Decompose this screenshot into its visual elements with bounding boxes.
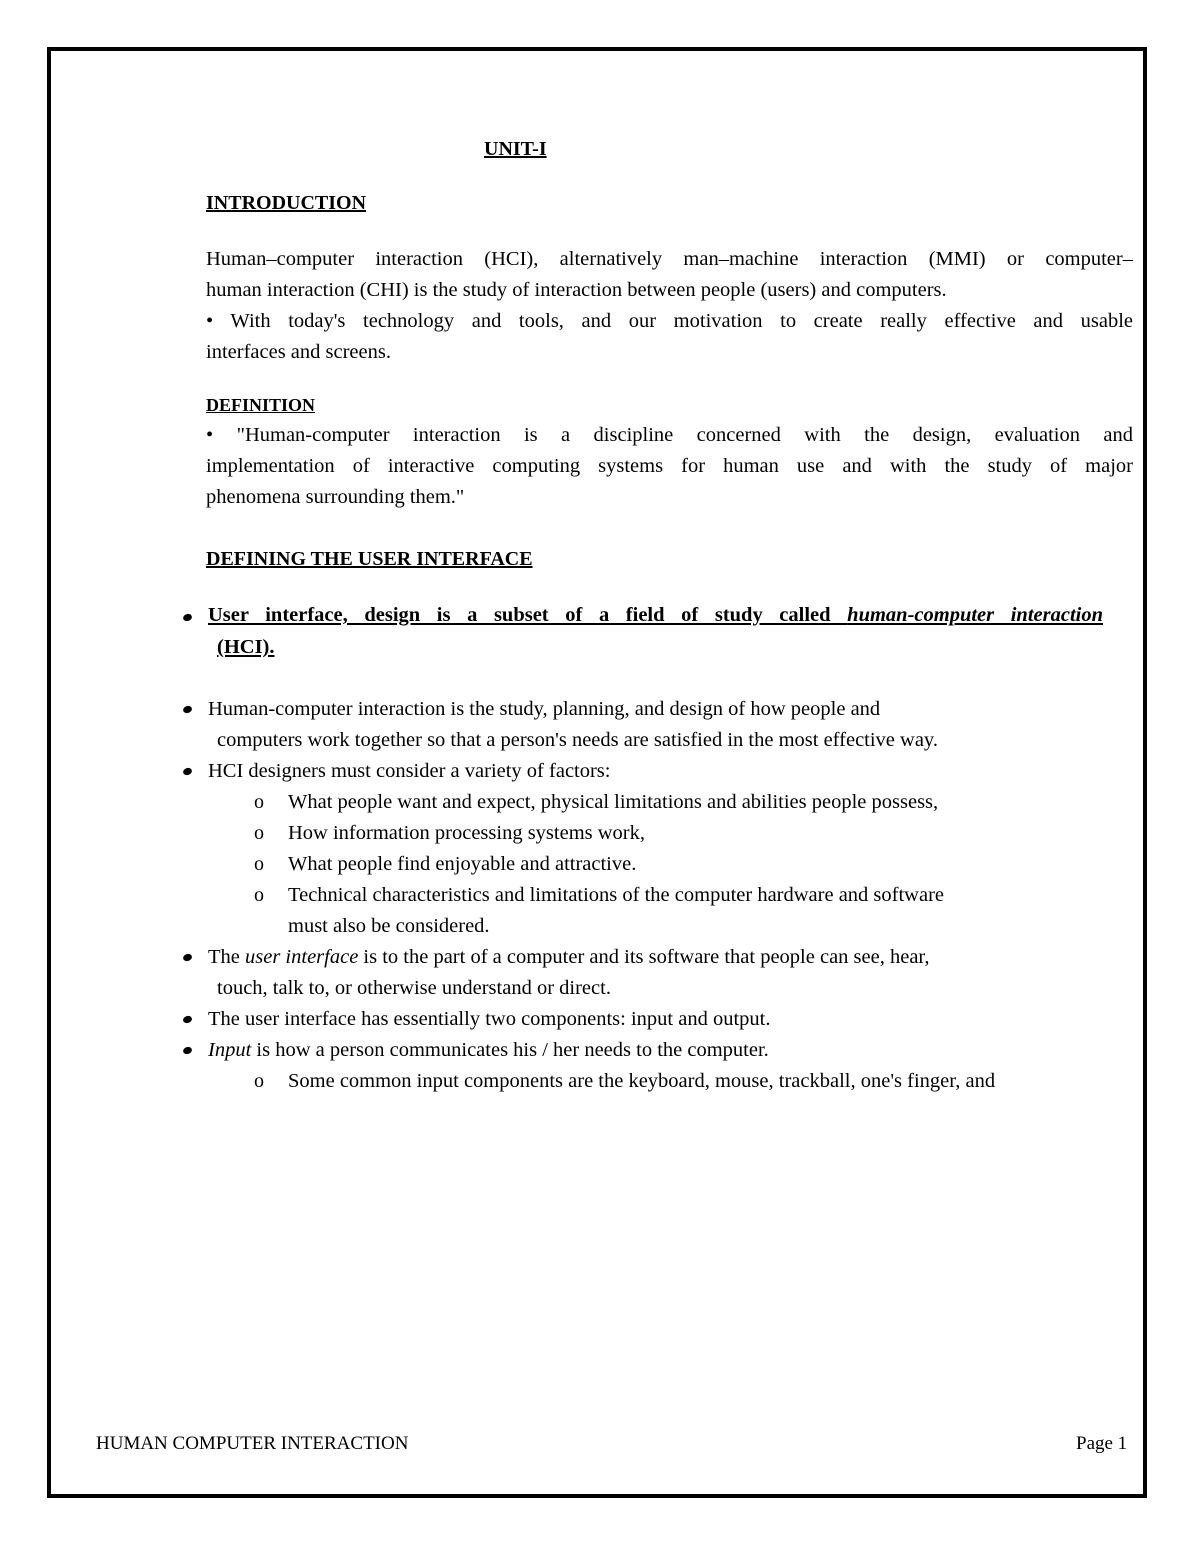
circle-bullet-icon: o: [254, 1070, 264, 1092]
sub-bullet-2: How information processing systems work,: [288, 822, 645, 844]
sub-bullet-4-line-1: Technical characteristics and limitations of the computer hardware and software: [288, 884, 944, 906]
unit-title: UNIT-I: [484, 138, 547, 160]
intro-line-2: human interaction (CHI) is the study of interaction between people (users) and computers.: [206, 279, 947, 301]
intro-line-3: • With today's technology and tools, and our motivation to create really effective and usable: [206, 310, 1133, 332]
footer-title: HUMAN COMPUTER INTERACTION: [96, 1433, 409, 1454]
definition-line-1: • "Human-computer interaction is a discipline concerned with the design, evaluation and: [206, 424, 1133, 446]
intro-line-1: Human–computer interaction (HCI), alternatively man–machine interaction (MMI) or computer–: [206, 248, 1133, 270]
user-interface-heading: DEFINING THE USER INTERFACE: [206, 548, 533, 570]
definition-line-3: phenomena surrounding them.": [206, 486, 465, 508]
sub-bullet-3: What people find enjoyable and attractive.: [288, 853, 637, 875]
circle-bullet-icon: o: [254, 884, 264, 906]
circle-bullet-icon: o: [254, 822, 264, 844]
sub-bullet-5: Some common input components are the keyboard, mouse, trackball, one's finger, and: [288, 1070, 996, 1092]
bullet-1-line-1: User interface, design is a subset of a field of study called human-computer interaction: [208, 604, 1103, 626]
introduction-heading: INTRODUCTION: [206, 192, 367, 214]
bullet-4-line-2: touch, talk to, or otherwise understand or direct.: [217, 977, 611, 999]
bullet-2-line-1: Human-computer interaction is the study, planning, and design of how people and: [208, 698, 881, 720]
definition-heading: DEFINITION: [206, 395, 316, 415]
bullet-2-line-2: computers work together so that a person's needs are satisfied in the most effective way.: [217, 729, 938, 751]
bullet-3: HCI designers must consider a variety of factors:: [208, 760, 611, 782]
intro-line-4: interfaces and screens.: [206, 341, 391, 363]
bullet-4-line-1: The user interface is to the part of a computer and its software that people can see, hear,: [208, 946, 930, 968]
bullet-1-line-2: (HCI).: [217, 636, 275, 658]
definition-line-2: implementation of interactive computing systems for human use and with the study of major: [206, 455, 1133, 477]
sub-bullet-1: What people want and expect, physical limitations and abilities people possess,: [288, 791, 939, 813]
sub-bullet-4-line-2: must also be considered.: [288, 915, 490, 937]
page-number: Page 1: [1076, 1433, 1128, 1454]
circle-bullet-icon: o: [254, 853, 264, 875]
bullet-6: Input is how a person communicates his / her needs to the computer.: [208, 1039, 769, 1061]
circle-bullet-icon: o: [254, 791, 264, 813]
bullet-5: The user interface has essentially two components: input and output.: [208, 1008, 771, 1030]
